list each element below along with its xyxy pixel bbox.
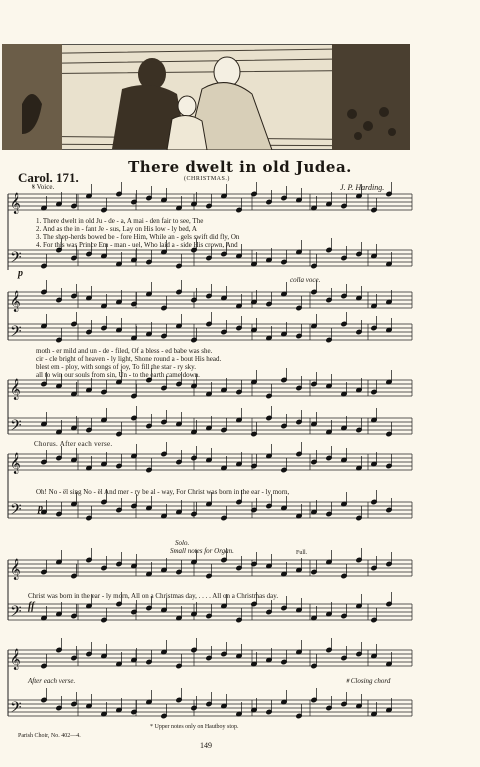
after-each-verse: After each verse. bbox=[28, 677, 76, 685]
composer: J. P. Harding. bbox=[340, 183, 385, 192]
verse-4-line-b: all to win our souls from sin, Un - to the earth came down. bbox=[36, 371, 200, 379]
bass-clef-icon: 𝄢 bbox=[10, 699, 22, 720]
chorus-line-2: Christ was born in the ear - ly morn, All on a Christmas day, . . . . All on a Christmas day. bbox=[28, 592, 279, 600]
verse-1-line-b: moth - er mild and un - de - filed, Of a bless - ed babe was she. bbox=[36, 347, 213, 355]
verse-3-line-a: 3. The shep-herds bowed be - fore Him, While an - gels swift did fly, On bbox=[36, 233, 240, 241]
dynamic-p-2: p bbox=[38, 503, 43, 514]
treble-clef-icon: 𝄞 bbox=[10, 453, 21, 474]
treble-clef-icon: 𝄞 bbox=[10, 291, 21, 312]
dynamic-p-1: p bbox=[18, 268, 23, 279]
footer-publication: Parish Choir, No. 402—4. bbox=[18, 733, 81, 739]
carol-title: There dwelt in old Judea. bbox=[128, 158, 352, 176]
bass-clef-icon: 𝄢 bbox=[10, 323, 22, 344]
treble-clef-icon: 𝄞 bbox=[10, 193, 21, 214]
colla-voce: colla voce. bbox=[290, 276, 321, 284]
voice-label: 𝄋 Voice. bbox=[32, 183, 55, 191]
footnote: * Upper notes only on Hautboy stop. bbox=[150, 724, 239, 730]
treble-clef-icon: 𝄞 bbox=[10, 649, 21, 670]
small-notes-label: Small notes for Organ. bbox=[170, 547, 234, 555]
page-number: 149 bbox=[200, 741, 212, 750]
dynamic-ff: ff bbox=[28, 601, 35, 612]
verse-2-line-b: cir - cle bright of heaven - ly light, Shone round a - bout His head. bbox=[36, 355, 222, 363]
chorus-label: Chorus. After each verse. bbox=[34, 440, 113, 448]
bass-clef-icon: 𝄢 bbox=[10, 249, 22, 270]
bass-clef-icon: 𝄢 bbox=[10, 603, 22, 624]
verse-3-line-b: blest em - ploy, with songs of joy, To fill the star - ry sky. bbox=[36, 363, 196, 371]
verse-4-line-a: 4. For this was Prince Em - man - uel, Who laid a - side His crown, And bbox=[36, 241, 238, 249]
closing-chord: 𝄋 Closing chord bbox=[346, 677, 391, 685]
carol-number: Carol. 171. bbox=[18, 170, 79, 185]
bass-clef-icon: 𝄢 bbox=[10, 501, 22, 522]
treble-clef-icon: 𝄞 bbox=[10, 379, 21, 400]
solo-label: Solo. bbox=[175, 539, 190, 547]
verse-1-line-a: 1. There dwelt in old Ju - de - a, A mai - den fair to see, The bbox=[36, 217, 204, 225]
treble-clef-icon: 𝄞 bbox=[10, 559, 21, 580]
chorus-line-1: Oh! No - ël sing No - ël And mer - ry be al - way, For Christ was born in the ear - ly morn, bbox=[36, 488, 290, 496]
full-label: Full. bbox=[296, 550, 308, 556]
verse-2-line-a: 2. And as the in - fant Je - sus, Lay on His low - ly bed, A bbox=[36, 225, 197, 233]
bass-clef-icon: 𝄢 bbox=[10, 417, 22, 438]
carol-subtitle: (CHRISTMAS.) bbox=[184, 176, 230, 182]
